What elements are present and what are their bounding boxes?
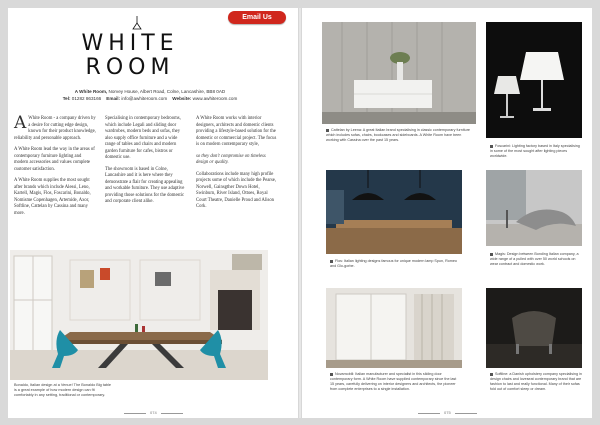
sideboard-photo bbox=[322, 22, 476, 124]
left-page-number: 074 bbox=[120, 410, 187, 415]
paragraph: so they don't compromise on timeless design or quality. bbox=[196, 153, 266, 165]
paragraph: A White Room supplies the most sought after brands which include Alessi, Leno, Kartell, Magis, Flos, Foscarini, Bonaldo, Nomisme Copenhagen, Artemide, Axor, Softline, Cattelan by Cassina and many more. bbox=[14, 178, 91, 216]
website-label: Website: bbox=[172, 96, 192, 101]
article-column-1 bbox=[14, 113, 96, 222]
logo-line-1: WHITE bbox=[81, 31, 179, 56]
paragraph: A White Room lead the way in the areas of contemporary furniture lighting and modern accessories and values complete customer satisfaction. bbox=[14, 147, 95, 172]
pendant-lamp-icon bbox=[132, 16, 142, 30]
lounge-caption bbox=[490, 252, 582, 267]
wardrobe-caption bbox=[330, 372, 460, 392]
white-room-logo bbox=[80, 16, 180, 88]
company-name: A White Room, bbox=[74, 89, 108, 94]
table-lamps-photo bbox=[486, 22, 582, 138]
caption-text: Magis: Design between Bonding Italian company, a wide range of a pulled with over 50 world schools on wear contract and domestic work. bbox=[490, 252, 579, 266]
armchair-photo bbox=[486, 288, 582, 368]
tel-value[interactable]: 01282 863166 bbox=[71, 96, 102, 101]
paragraph: Specialising in contemporary bedrooms, which include Legali and sliding door wardrobes, modern beds and sofas, they also supply office furniture and a wide range of tables and chairs and modern garden furniture for cafes, bistros or domestic use. bbox=[105, 116, 181, 160]
contact-details-line bbox=[30, 95, 270, 102]
paragraph-text: White Room - a company driven by a desire for cutting edge design, known for their product knowledge, reliability and personable approach. bbox=[14, 116, 96, 141]
bullet-icon bbox=[490, 373, 493, 376]
article-columns bbox=[14, 113, 278, 246]
email-link[interactable]: info@awhiteroom.com bbox=[121, 96, 168, 101]
bullet-icon bbox=[326, 129, 329, 132]
bullet-icon bbox=[330, 373, 333, 376]
article-column-2 bbox=[105, 116, 187, 211]
caption-text: Softline: a Danish upholstery company specialising in design chairs and loveseat contemporary brand that are fashion to last and really functional. Many of their sofas fold out of comfort sleep or dream. bbox=[490, 372, 582, 391]
wardrobe-photo bbox=[326, 288, 462, 368]
dining-photo-caption bbox=[14, 383, 114, 398]
address: Norvey House, Albert Road, Colne, Lancashire, BB8 0AD bbox=[108, 89, 226, 94]
armchair-caption bbox=[490, 372, 582, 392]
lounge-chair-photo bbox=[486, 170, 582, 246]
bullet-icon bbox=[330, 260, 333, 263]
dining-room-photo bbox=[10, 250, 268, 380]
right-page-number: 075 bbox=[414, 410, 481, 415]
paragraph: A White Room works with interior designers, architects and domestic clients providing a lifestyle-based solution for the domestic or commercial project. The focus is on modern contemporary style, bbox=[196, 116, 277, 147]
drop-cap: A bbox=[14, 113, 27, 133]
bullet-icon bbox=[490, 145, 493, 148]
kitchen-pendants-photo bbox=[326, 170, 462, 254]
caption-text: Flos: Italian lighting designs famous for unique modern lamp Spun, Romeo and Glo-gorbe. bbox=[330, 259, 457, 268]
caption-text: Novamobili: Italian manufacturer and specialist in this sliding door contemporary form. A White Room have supplied contemporary since the last 15 years, carefully delivering on interior designers and architects, the pioneer from complete enterprises to a single installation. bbox=[330, 372, 457, 391]
kitchen-caption bbox=[330, 259, 458, 269]
caption-text: Cattelan by Leena: A great Italian brand specialising in classic contemporary furniture which includes sofas, chairs, bookcases and sideboards. A White Room have been working with Cassina over the past 15 years. bbox=[326, 128, 470, 142]
email-label: Email: bbox=[106, 96, 121, 101]
email-us-button[interactable]: Email Us bbox=[228, 11, 286, 24]
tel-label: Tel: bbox=[62, 96, 71, 101]
bullet-icon bbox=[490, 253, 493, 256]
paragraph: Collaborations include many high profile projects some of which include the Pearse, Norwell, Gainsgther Down Hotel, Swinburn, River Island, Ottoes, Royal Court Theatre, Danielle Proud and Alison Cork. bbox=[196, 171, 277, 209]
contact-block bbox=[30, 88, 270, 102]
website-link[interactable]: www.awhiteroom.com bbox=[192, 96, 238, 101]
paragraph bbox=[14, 113, 96, 142]
logo-line-2: ROOM bbox=[85, 55, 175, 80]
caption-text: Bonaldo, Italian design at a Venue! The Bonaldo Big table is a great example of how modern design can fit comfortably in any setting, traditional or contemporary. bbox=[14, 383, 112, 397]
caption-text: Foscarini: Lighting factory based in Italy specialising in some of the most sought after lighting pieces worldwide. bbox=[490, 144, 580, 158]
sideboard-caption bbox=[326, 128, 474, 143]
lamps-caption bbox=[490, 144, 582, 159]
address-line bbox=[30, 88, 270, 95]
article-column-3 bbox=[196, 116, 278, 216]
paragraph: The showroom is based in Colne, Lancashire and it is here where they demonstrate a flair for creating appealing and workable furniture. They use adaptive providing those solutions for the domestic and corporate client alike. bbox=[105, 166, 185, 204]
